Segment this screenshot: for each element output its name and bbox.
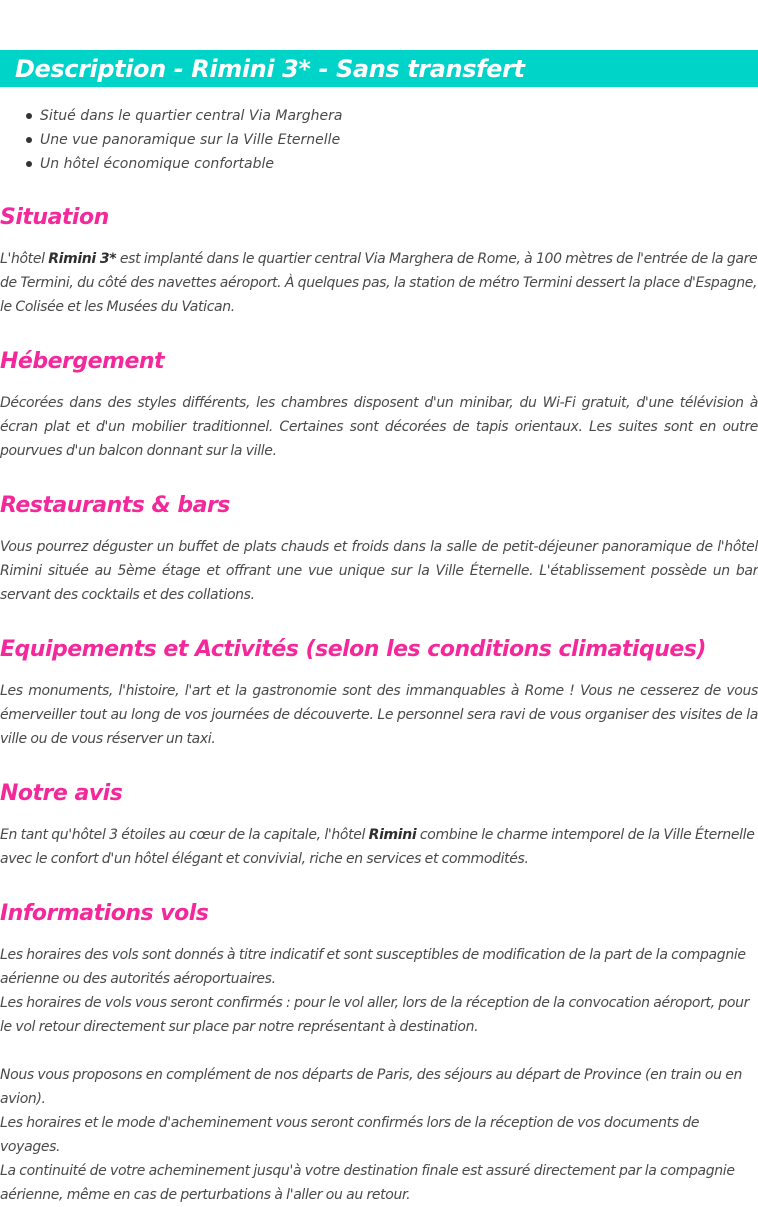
highlights-list	[24, 104, 343, 176]
vols-paragraph: Les horaires de vols vous seront confirmés : pour le vol aller, lors de la réception de la convocation aéroport, pour le vol retour directement sur place par notre représentant à destination.	[0, 995, 750, 1035]
vols-paragraph: Les horaires des vols sont donnés à titre indicatif et sont susceptibles de modification de la part de la compagnie aérienne ou des autorités aéroportuaires.	[0, 947, 746, 987]
equipements-title: Equipements et Activités (selon les conditions climatiques)	[0, 637, 706, 662]
vols-paragraph: La continuité de votre acheminement jusqu'à votre destination finale est assuré directement par la compagnie aérienne, même en cas de perturbations à l'aller ou au retour.	[0, 1163, 735, 1203]
vols-paragraph: Nous vous proposons en complément de nos départs de Paris, des séjours au départ de Province (en train ou en avion).	[0, 1067, 743, 1107]
highlight-item: Un hôtel économique confortable	[24, 152, 343, 176]
vols-info-group-1	[0, 943, 758, 1039]
avis-text-start: En tant qu'hôtel 3 étoiles au cœur de la capitale, l'hôtel	[0, 827, 369, 843]
vols-info-group-2	[0, 1063, 758, 1207]
situation-hotel-name: Rimini 3*	[48, 251, 117, 267]
situation-text-start: L'hôtel	[0, 251, 49, 267]
vols-paragraph: Les horaires et le mode d'acheminement vous seront confirmés lors de la réception de vos documents de voyages.	[0, 1115, 700, 1155]
hebergement-text: Décorées dans des styles différents, les chambres disposent d'un minibar, du Wi-Fi gratuit, d'une télévision à écran plat et d'un mobilier traditionnel. Certaines sont décorées de tapis orientaux. Les suites sont en outre pourvues d'un balcon donnant sur la ville.	[0, 395, 758, 459]
description-banner	[0, 50, 758, 87]
vols-title: Informations vols	[0, 901, 209, 926]
situation-text	[0, 247, 758, 319]
avis-title: Notre avis	[0, 781, 123, 806]
situation-text-end: est implanté dans le quartier central Via Marghera de Rome, à 100 mètres de l'entrée de la gare de Termini, du côté des navettes aéroport. À quelques pas, la station de métro Termini dessert la place d'Espagne, le Colisée et les Musées du Vatican.	[0, 251, 758, 315]
restaurants-title: Restaurants & bars	[0, 493, 230, 518]
avis-text	[0, 823, 758, 871]
avis-hotel-name: Rimini	[368, 827, 417, 843]
avis-text-end: combine le charme intemporel de la Ville Éternelle avec le confort d'un hôtel élégant et convivial, riche en services et commodités.	[0, 827, 755, 867]
page-title: Description - Rimini 3* - Sans transfert	[15, 55, 525, 83]
equipements-text: Les monuments, l'histoire, l'art et la gastronomie sont des immanquables à Rome ! Vous ne cesserez de vous émerveiller tout au long de vos journées de découverte. Le personnel sera ravi de vous organiser des visites de la ville ou de vous réserver un taxi.	[0, 683, 758, 747]
highlight-item: Une vue panoramique sur la Ville Eternelle	[24, 128, 343, 152]
situation-title: Situation	[0, 205, 109, 230]
restaurants-text: Vous pourrez déguster un buffet de plats chauds et froids dans la salle de petit-déjeuner panoramique de l'hôtel Rimini située au 5ème étage et offrant une vue unique sur la Ville Éternelle. L'établissement possède un bar servant des cocktails et des collations.	[0, 539, 758, 603]
highlight-item: Situé dans le quartier central Via Marghera	[24, 104, 343, 128]
hebergement-title: Hébergement	[0, 349, 165, 374]
